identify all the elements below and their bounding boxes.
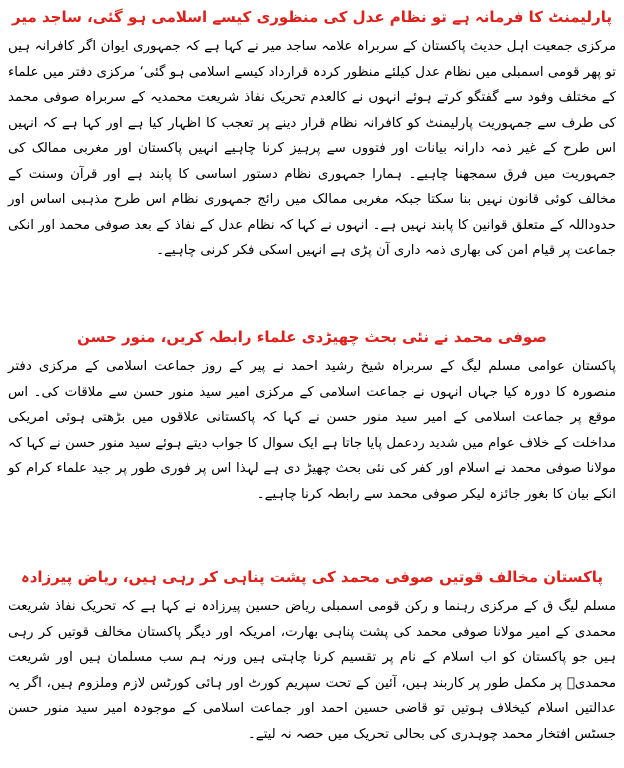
article-body: پاکستان عوامی مسلم لیگ کے سربراہ شیخ رشید احمد نے پیر کے روز جماعت اسلامی کے مرکزی دفتر منصورہ کا دورہ کیا جہاں انہوں نے جماعت اسلامی کے مرکزی امیر سید منور حسن سے ملاقات کی۔ اس موقع پر جماعت اسلامی کے امیر سید منور حسن نے کہا کہ پاکستانی علاقوں میں بڑھتی ہوئی امریکی مداخلت کے خلاف عوام میں شدید ردعمل پایا جاتا ہے ایک سوال کا جواب دیتے ہوئے سید منور حسن نے کہا کہ مولانا صوفی محمد نے اسلام اور کفر کی نئی بحث چھیڑ دی ہے لہذا اس پر فوری طور پر جید علماء کرام کو انکے بیان کا بغور جائزہ لیکر صوفی محمد سے رابطہ کرنا چاہیے۔ — [8, 359, 616, 502]
article-body: مرکزی جمعیت اہل حدیث پاکستان کے سربراہ علامہ ساجد میر نے کہا ہے کہ جمہوری ایوان اگر کافرانہ ہیں تو پھر قومی اسمبلی میں نظام عدل کیلئے منظور کردہ قرارداد کیسے اسلامی ہو گئی‘ مرکزی دفتر میں علماء کے مختلف وفود سے گفتگو کرتے ہوئے انہوں نے کالعدم تحریک نفاذ شریعت محمدیہ کے سربراہ صوفی محمد کی طرف سے جمہوریت پارلیمنٹ کو کافرانہ نظام قرار دینے پر تعجب کا اظہار کیا ہے اور کہا ہے کہ انہیں اس طرح کے غیر ذمہ دارانہ بیانات اور فتووں سے پرہیز کرنا چاہیے انہیں پاکستان اور مغربی ممالک کی جمہوریت میں فرق سمجھنا چاہیے۔ ہمارا جمہوری نظام دستور اساسی کا پابند ہے اور قرآن وسنت کے مخالف کوئی قانون نہیں بنا سکتا جبکہ مغربی ممالک میں رائج جمہوری نظام اس طرح مذہبی اساس اور حدوداللہ کے متعلق قوانین کا پابند نہیں ہے۔ انہوں نے کہا کہ نظام عدل کے نفاذ کے بعد صوفی محمد اور انکی جماعت پر قیام امن کی بھاری ذمہ داری آن پڑی ہے انہیں اسکی فکر کرنی چاہیے۔ — [8, 39, 616, 258]
article-body: مسلم لیگ ق کے مرکزی رہنما و رکن قومی اسمبلی ریاض حسین پیرزادہ نے کہا ہے کہ تحریک نفاذ شریعت محمدی کے امیر مولانا صوفی محمد کی پشت پناہی بھارت، امریکہ اور دیگر پاکستان مخالف قوتیں کر رہی ہیں جو پاکستان کو اب اسلام کے نام پر تقسیم کرنا چاہتی ہیں ورنہ ہم سب مسلمان ہیں اور شریعت محمدیؐ پر مکمل طور پر کاربند ہیں، آئین کے تحت سپریم کورٹ اور ہائی کورٹس لازم وملزوم ہیں، اگر یہ عدالتیں اسلام کیخلاف ہوتیں تو قاضی حسین احمد اور جماعت اسلامی کے موجودہ امیر سید منور حسن جسٹس افتخار محمد چوہدری کی بحالی تحریک میں حصہ نہ لیتے۔ — [8, 599, 616, 742]
news-article-munawar-hasan — [8, 326, 616, 554]
news-article-riaz-pirzada — [8, 566, 616, 747]
article-headline: صوفی محمد نے نئی بحث چھیڑدی علماء رابطہ کریں، منور حسن — [77, 328, 547, 346]
news-article-sajid-mir — [8, 6, 616, 312]
article-headline: پارلیمنٹ کا فرمانہ ہے تو نظام عدل کی منظوری کیسے اسلامی ہو گئی، ساجد میر — [12, 8, 612, 26]
article-headline: پاکستان مخالف قوتیں صوفی محمد کی پشت پناہی کر رہی ہیں، ریاض پیرزادہ — [20, 568, 604, 586]
